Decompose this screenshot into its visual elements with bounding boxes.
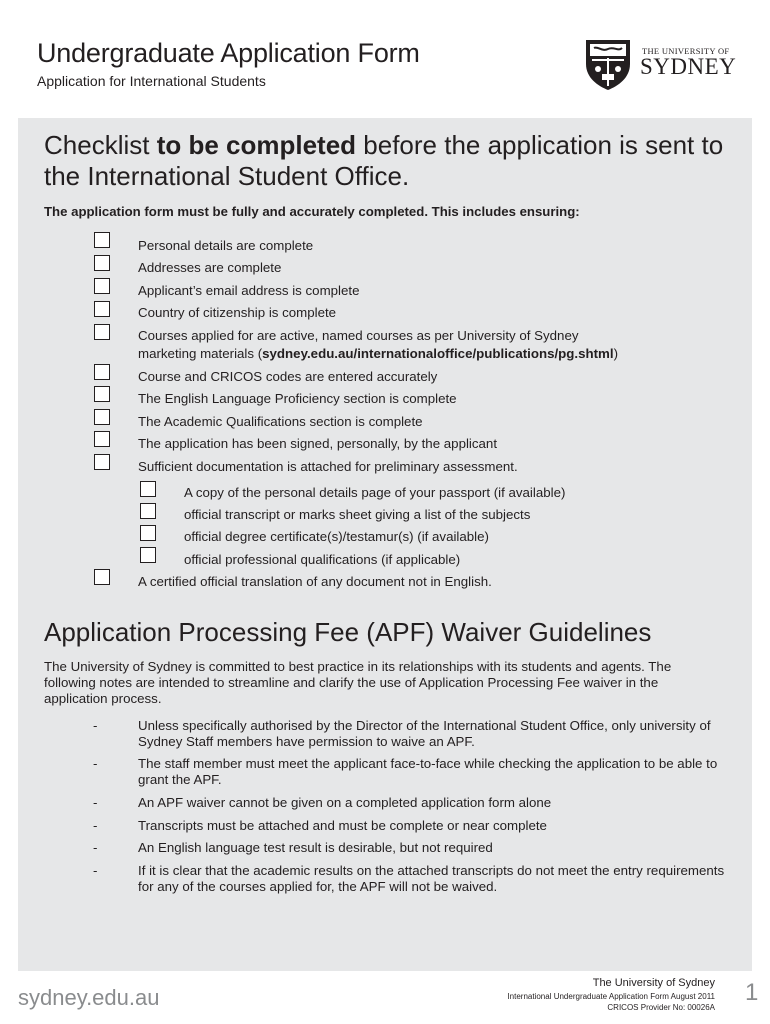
logo-text-line2: SYDNEY	[640, 54, 737, 79]
checkbox[interactable]	[94, 324, 110, 340]
apf-bullet-text: The staff member must meet the applicant face-to-face while checking the application to be able to grant the APF.	[138, 756, 718, 787]
checklist-item-label: Personal details are complete	[138, 238, 314, 253]
footer-url[interactable]: sydney.edu.au	[18, 985, 160, 1010]
checkbox[interactable]	[94, 364, 110, 380]
checklist-subitem-label: A copy of the personal details page of your passport (if available)	[184, 485, 566, 500]
checklist-subitem-label: official degree certificate(s)/testamur(s) (if available)	[184, 529, 489, 544]
apf-bullet-text: If it is clear that the academic results on the attached transcripts do not meet the entry requirements for any of the courses applied for, the APF will not be waived.	[138, 863, 725, 894]
bullet-dash: -	[93, 863, 98, 878]
university-logo	[580, 36, 740, 92]
checklist-item-label: A certified official translation of any document not in English.	[138, 574, 492, 589]
checkbox[interactable]	[94, 232, 110, 248]
apf-intro: The University of Sydney is committed to best practice in its relationships with its students and agents. The following notes are intended to streamline and clarify the use of Application Processing Fee waiver in the application process.	[44, 659, 672, 706]
checkbox[interactable]	[94, 569, 110, 585]
footer-form-name: International Undergraduate Application Form August 2011	[507, 992, 715, 1001]
bullet-dash: -	[93, 718, 98, 733]
marketing-link[interactable]: sydney.edu.au/internationaloffice/publications/pg.shtml	[262, 346, 614, 361]
bullet-dash: -	[93, 756, 98, 771]
checklist-heading: Checklist to be completed before the application is sent to the International Student Office.	[44, 130, 724, 191]
checklist-item-label: Sufficient documentation is attached for preliminary assessment.	[138, 459, 518, 474]
checkbox[interactable]	[94, 409, 110, 425]
bullet-dash: -	[93, 795, 98, 810]
checklist-item-label-line2: marketing materials (sydney.edu.au/internationaloffice/publications/pg.shtml)	[138, 346, 619, 361]
checkbox[interactable]	[140, 547, 156, 563]
checklist-item-label: The English Language Proficiency section is complete	[138, 391, 457, 406]
checkbox[interactable]	[140, 481, 156, 497]
apf-heading: Application Processing Fee (APF) Waiver Guidelines	[44, 617, 652, 647]
logo-text-line1: THE UNIVERSITY OF	[642, 46, 730, 56]
checklist-subitem-label: official transcript or marks sheet giving a list of the subjects	[184, 507, 531, 522]
checkbox[interactable]	[94, 301, 110, 317]
checkbox[interactable]	[140, 525, 156, 541]
checkbox[interactable]	[94, 454, 110, 470]
apf-bullet-text: An English language test result is desirable, but not required	[138, 840, 493, 855]
page-number: 1	[745, 979, 759, 1006]
bullet-dash: -	[93, 840, 98, 855]
apf-bullet-text: An APF waiver cannot be given on a completed application form alone	[138, 795, 552, 810]
checkbox[interactable]	[94, 431, 110, 447]
checkbox[interactable]	[94, 278, 110, 294]
apf-bullet-text: Unless specifically authorised by the Director of the International Student Office, only university of Sydney Staff members have permission to waive an APF.	[138, 718, 711, 749]
footer-cricos: CRICOS Provider No: 00026A	[607, 1003, 715, 1012]
crest-icon	[580, 36, 636, 92]
footer-institution: The University of Sydney	[592, 977, 715, 989]
apf-bullet-text: Transcripts must be attached and must be complete or near complete	[138, 818, 547, 833]
checkbox[interactable]	[140, 503, 156, 519]
checklist-item-label: Addresses are complete	[138, 260, 282, 275]
checkbox[interactable]	[94, 386, 110, 402]
checkbox[interactable]	[94, 255, 110, 271]
checklist-item-label: Country of citizenship is complete	[138, 305, 337, 320]
checklist-item-label: Applicant’s email address is complete	[138, 283, 360, 298]
checklist-item-label: Course and CRICOS codes are entered accurately	[138, 369, 438, 384]
checklist-item-label: The Academic Qualifications section is complete	[138, 414, 423, 429]
checklist-intro: The application form must be fully and accurately completed. This includes ensuring:	[44, 204, 580, 219]
page-subtitle: Application for International Students	[37, 73, 266, 89]
checklist-item-label: The application has been signed, personally, by the applicant	[138, 436, 498, 451]
checklist-subitem-label: official professional qualifications (if applicable)	[184, 552, 461, 567]
checklist-item-label: Courses applied for are active, named courses as per University of Sydney	[138, 328, 579, 343]
page-title: Undergraduate Application Form	[37, 38, 420, 68]
bullet-dash: -	[93, 818, 98, 833]
